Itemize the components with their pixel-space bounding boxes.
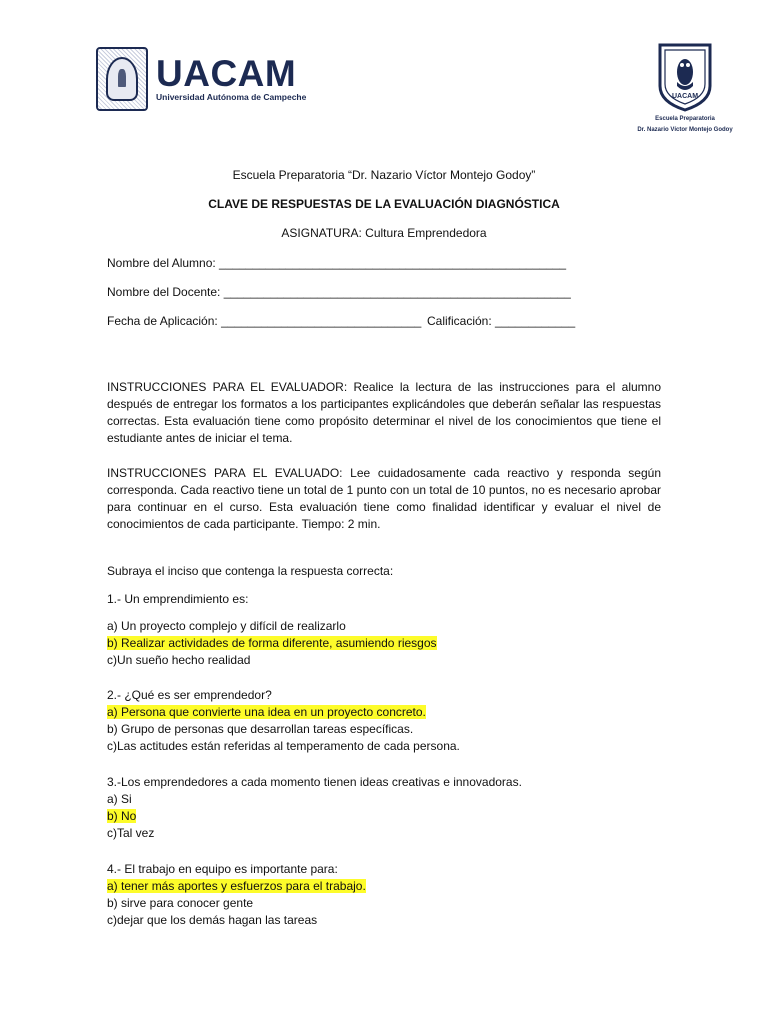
application-date-field: Fecha de Aplicación: ______________________________ [107, 314, 422, 328]
school-logo-line2: Dr. Nazario Víctor Montejo Godoy [637, 127, 733, 133]
answer-prompt: Subraya el inciso que contenga la respuesta correcta: [107, 564, 394, 578]
question-3-option-b-correct: b) No [107, 809, 137, 823]
question-2-options [107, 704, 460, 755]
question-2-option-a-correct: a) Persona que convierte una idea en un proyecto concreto. [107, 705, 426, 719]
school-name: Escuela Preparatoria “Dr. Nazario Víctor Montejo Godoy” [232, 168, 536, 182]
question-1-option-b-correct: b) Realizar actividades de forma diferente, asumiendo riesgos [107, 636, 437, 650]
logo-subtitle: Universidad Autónoma de Campeche [156, 92, 307, 102]
question-1-options [107, 618, 437, 669]
logo-wordmark: UACAM [156, 53, 297, 94]
question-1-option-a: a) Un proyecto complejo y difícil de realizarlo [107, 619, 346, 633]
document-heading: CLAVE DE RESPUESTAS DE LA EVALUACIÓN DIAGNÓSTICA [208, 197, 560, 211]
school-logo-line1: Escuela Preparatoria [655, 116, 715, 122]
teacher-name-field: Nombre del Docente: ____________________________________________________ [107, 285, 571, 299]
question-4-option-b: b) sirve para conocer gente [107, 896, 254, 910]
question-4: 4.- El trabajo en equipo es importante para: [107, 862, 338, 876]
subject-line: ASIGNATURA: Cultura Emprendedora [281, 226, 487, 240]
question-1-option-c: c)Un sueño hecho realidad [107, 653, 251, 667]
question-3-options [107, 791, 154, 842]
uacam-logo [96, 46, 306, 112]
question-1: 1.- Un emprendimiento es: [107, 592, 249, 606]
svg-text:UACAM: UACAM [671, 93, 699, 100]
evaluated-instructions: INSTRUCCIONES PARA EL EVALUADO: Lee cuidadosamente cada reactivo y responda según corresponda. Cada reactivo tiene un total de 1 punto con un total de 10 puntos, no es necesario aprobar para continuar en el curso. Esta evaluación tiene como finalidad identificar y evaluar el nivel de conocimientos de cada participante. Tiempo: 2 min. [107, 466, 661, 531]
question-2: 2.- ¿Qué es ser emprendedor? [107, 688, 272, 702]
question-2-option-c: c)Las actitudes están referidas al temperamento de cada persona. [107, 739, 460, 753]
owl-shield-icon [656, 42, 714, 112]
student-name-field: Nombre del Alumno: ____________________________________________________ [107, 256, 567, 270]
evaluator-instructions: INSTRUCCIONES PARA EL EVALUADOR: Realice la lectura de las instrucciones para el alumno después de entregar los formatos a los participantes explicándoles que deberán señalar las respuestas correctas. Esta evaluación tiene como propósito determinar el nivel de los conocimientos que tiene el estudiante antes de iniciar el tema. [107, 380, 661, 445]
question-3-option-a: a) Si [107, 792, 132, 806]
grade-field: Calificación: ____________ [427, 314, 576, 328]
question-3-option-c: c)Tal vez [107, 826, 155, 840]
question-3: 3.-Los emprendedores a cada momento tienen ideas creativas e innovadoras. [107, 775, 522, 789]
question-4-option-c: c)dejar que los demás hagan las tareas [107, 913, 318, 927]
question-4-option-a-correct: a) tener más aportes y esfuerzos para el trabajo. [107, 879, 366, 893]
question-2-option-b: b) Grupo de personas que desarrollan tareas específicas. [107, 722, 414, 736]
school-logo [630, 42, 740, 134]
university-seal-icon [96, 47, 148, 111]
question-4-options [107, 878, 366, 929]
